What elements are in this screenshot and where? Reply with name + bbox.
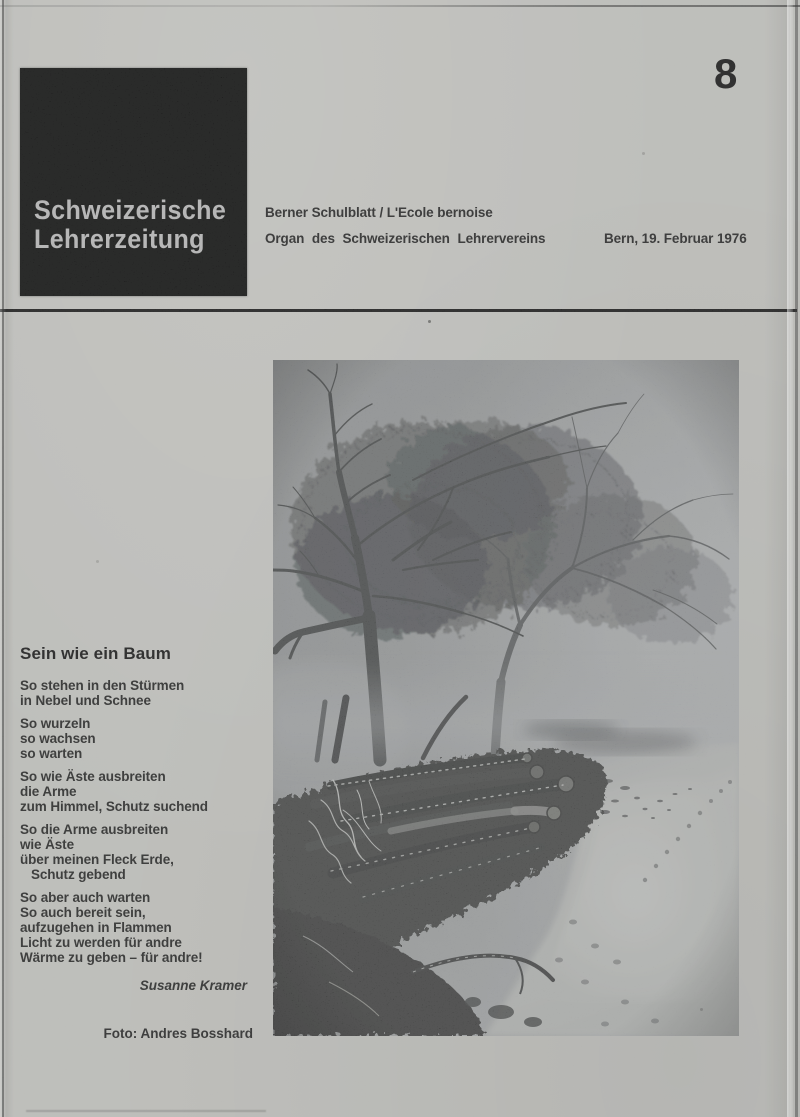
poem-title: Sein wie ein Baum — [20, 644, 171, 663]
masthead-title-line2: Lehrerzeitung — [34, 224, 205, 254]
poem-stanza — [20, 678, 260, 708]
poem-line: So aber auch warten — [20, 890, 151, 905]
poem-stanza — [20, 769, 260, 814]
scan-edge-right-line — [795, 0, 798, 1117]
scan-edge-right-highlight — [787, 0, 793, 1117]
poem-stanza — [20, 822, 260, 882]
header-organ: Organ des Schweizerischen Lehrervereins — [265, 231, 546, 246]
header-place-date: Bern, 19. Februar 1976 — [604, 231, 747, 246]
poem-line: so warten — [20, 746, 83, 761]
poem-line: zum Himmel, Schutz suchend — [20, 799, 208, 814]
paper-speck — [428, 320, 431, 323]
poem-stanza — [20, 716, 260, 761]
masthead-title — [34, 196, 226, 254]
poem-line: die Arme — [20, 784, 77, 799]
paper-speck — [642, 152, 645, 155]
cover-photo — [273, 360, 739, 1036]
poem-stanza — [20, 890, 260, 965]
masthead-box — [20, 68, 247, 296]
issue-number: 8 — [714, 50, 738, 97]
poem-line: So wie Äste ausbreiten — [20, 769, 166, 784]
poem-line: Schutz gebend — [20, 867, 126, 882]
poem-line: so wachsen — [20, 731, 96, 746]
poem-line: aufzugehen in Flammen — [20, 920, 172, 935]
scan-edge-left-soft — [0, 0, 14, 1117]
poem-line: So die Arme ausbreiten — [20, 822, 169, 837]
header-subtitle: Berner Schulblatt / L'Ecole bernoise — [265, 205, 493, 220]
poem — [20, 644, 260, 973]
poem-author: Susanne Kramer — [139, 978, 247, 993]
poem-line: Licht zu werden für andre — [20, 935, 182, 950]
photo-credit: Foto: Andres Bosshard — [103, 1026, 253, 1041]
poem-line: über meinen Fleck Erde, — [20, 852, 174, 867]
poem-line: Wärme zu geben – für andre! — [20, 950, 203, 965]
poem-line: wie Äste — [20, 837, 74, 852]
scan-edge-left-line — [2, 0, 4, 1117]
divider-rule — [0, 309, 797, 312]
poem-line: So stehen in den Stürmen — [20, 678, 185, 693]
scan-edge-right-shade — [764, 0, 790, 1117]
poem-line: So auch bereit sein, — [20, 905, 146, 920]
scan-edge-top-line — [0, 5, 800, 7]
paper-speck — [96, 560, 99, 563]
poem-line: So wurzeln — [20, 716, 91, 731]
scan-edge-bottom-smudge — [26, 1110, 266, 1112]
masthead-title-line1: Schweizerische — [34, 195, 227, 225]
photo-vignette — [273, 360, 739, 1036]
poem-line: in Nebel und Schnee — [20, 693, 151, 708]
